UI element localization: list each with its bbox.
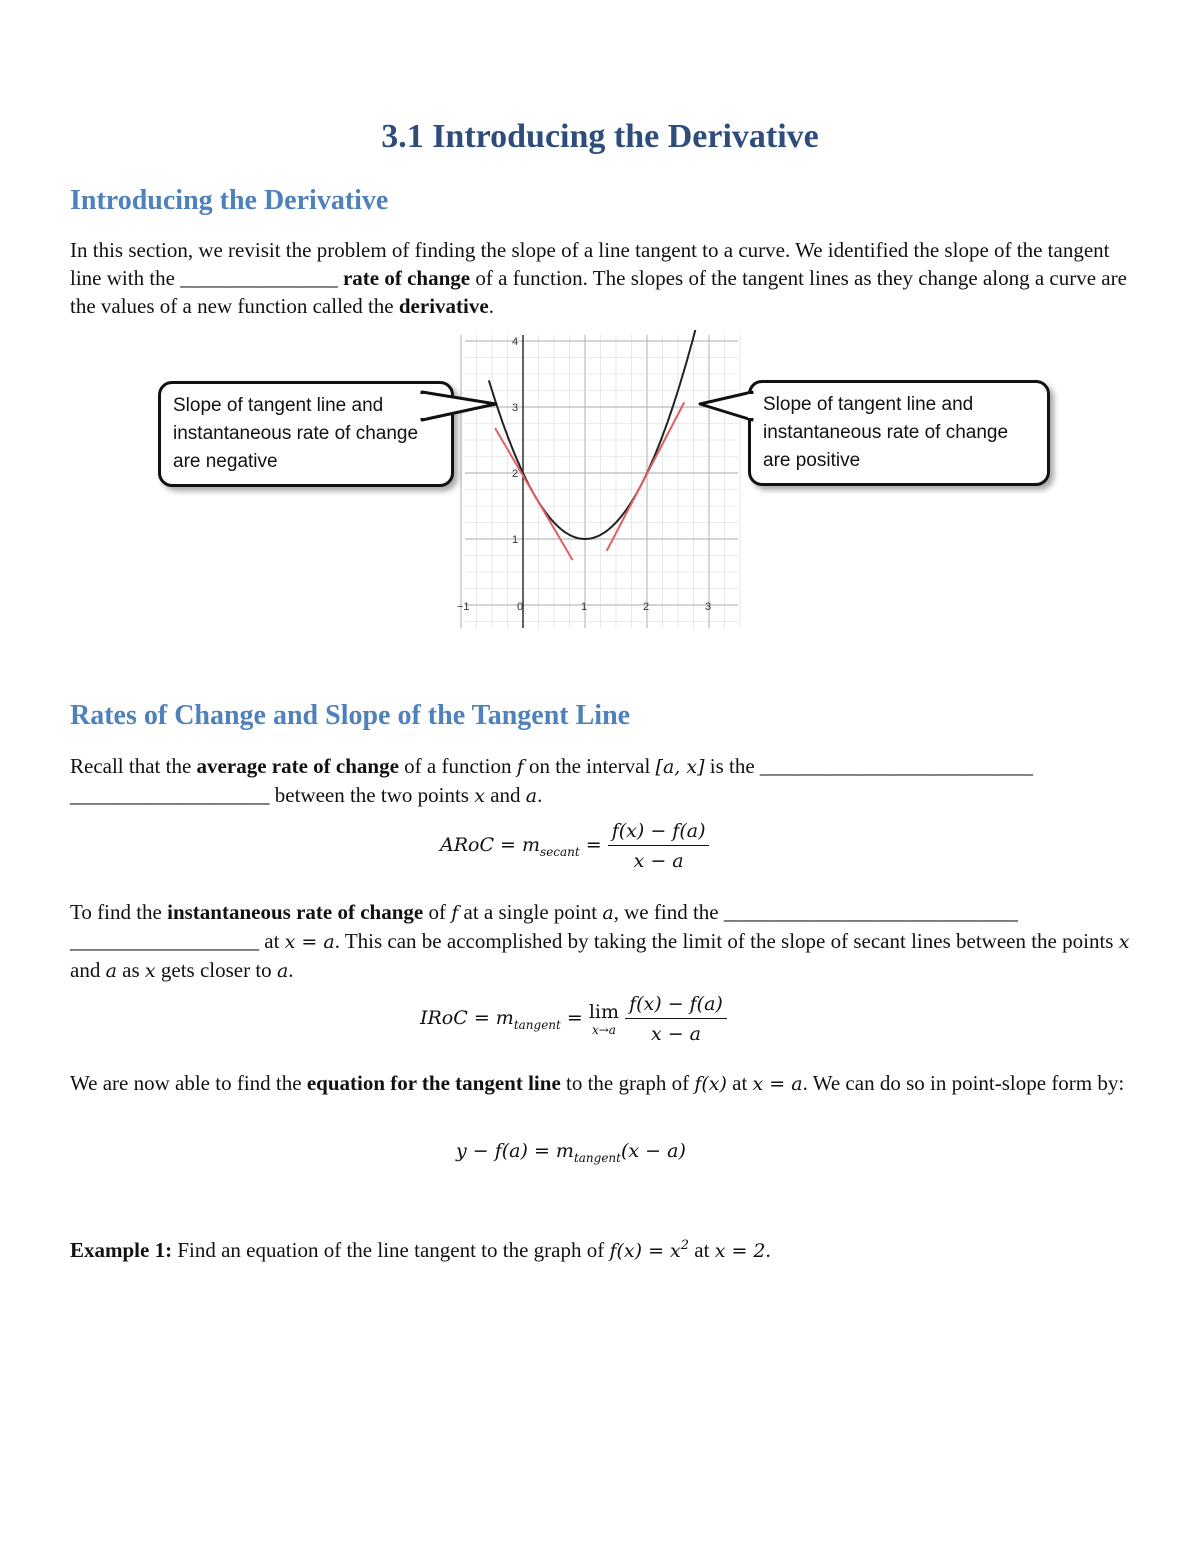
- callout-negative-pointer: [420, 388, 500, 428]
- callout-positive-pointer: [698, 388, 754, 428]
- aroc-equation: ARoC = $m_{secant}$ = $\frac{f(x) - f(a)}{x - a}$: [440, 820, 840, 872]
- average-rate-paragraph: Recall that the average rate of change of a function f on the interval [a, x] is the __________________________ ___________________ between the two points x and a.: [70, 754, 1033, 807]
- x-tick-label: 2: [643, 601, 650, 613]
- intro-paragraph: In this section, we revisit the problem of finding the slope of a line tangent to a curve. We identified the slope of the tangent line with the _______________ rate of change of a function. The slopes of the tangent lines as they change along a curve are the values of a new function called the derivative.: [70, 238, 1127, 318]
- tangent-line-right: [607, 402, 685, 551]
- callout-negative: Slope of tangent line and instantaneous rate of change are negative: [158, 381, 454, 487]
- instantaneous-rate-paragraph: To find the instantaneous rate of change of f at a single point a, we find the ____________________________ __________________ at x = a. This can be accomplished by taking the limit of the slope of secant lines between the points x and a as x gets closer to a.: [70, 900, 1130, 982]
- x-tick-label: −1: [457, 601, 470, 613]
- x-tick-label: 0: [517, 601, 524, 613]
- iroc-equation: IRoC = $m_{tangent}$ = lim x→a $\frac{f(x) - f(a)}{x - a}$: [420, 993, 840, 1045]
- tangent-line-left: [495, 428, 572, 560]
- callout-positive: Slope of tangent line and instantaneous rate of change are positive: [748, 380, 1050, 486]
- parabola-curve: [489, 330, 696, 539]
- section-heading-intro: Introducing the Derivative: [70, 185, 389, 216]
- section-heading-rates: Rates of Change and Slope of the Tangent Line: [70, 700, 631, 731]
- y-tick-label: 2: [512, 468, 519, 480]
- tangent-graph: [450, 330, 750, 630]
- y-tick-label: 3: [512, 402, 519, 414]
- x-tick-label: 1: [581, 601, 588, 613]
- y-tick-label: 1: [512, 534, 519, 546]
- tangent-equation-paragraph: We are now able to find the equation for the tangent line to the graph of f(x) at x = a. We can do so in point-slope form by:: [70, 1071, 1125, 1095]
- y-tick-label: 4: [512, 336, 519, 348]
- x-tick-label: 3: [705, 601, 712, 613]
- example-1: Example 1: Find an equation of the line tangent to the graph of $f(x) = x^2$ at x = 2.: [70, 1238, 771, 1262]
- point-slope-equation: $y - f(a) = m_{tangent}(x - a)$: [456, 1140, 686, 1165]
- page-title: 3.1 Introducing the Derivative: [381, 118, 819, 155]
